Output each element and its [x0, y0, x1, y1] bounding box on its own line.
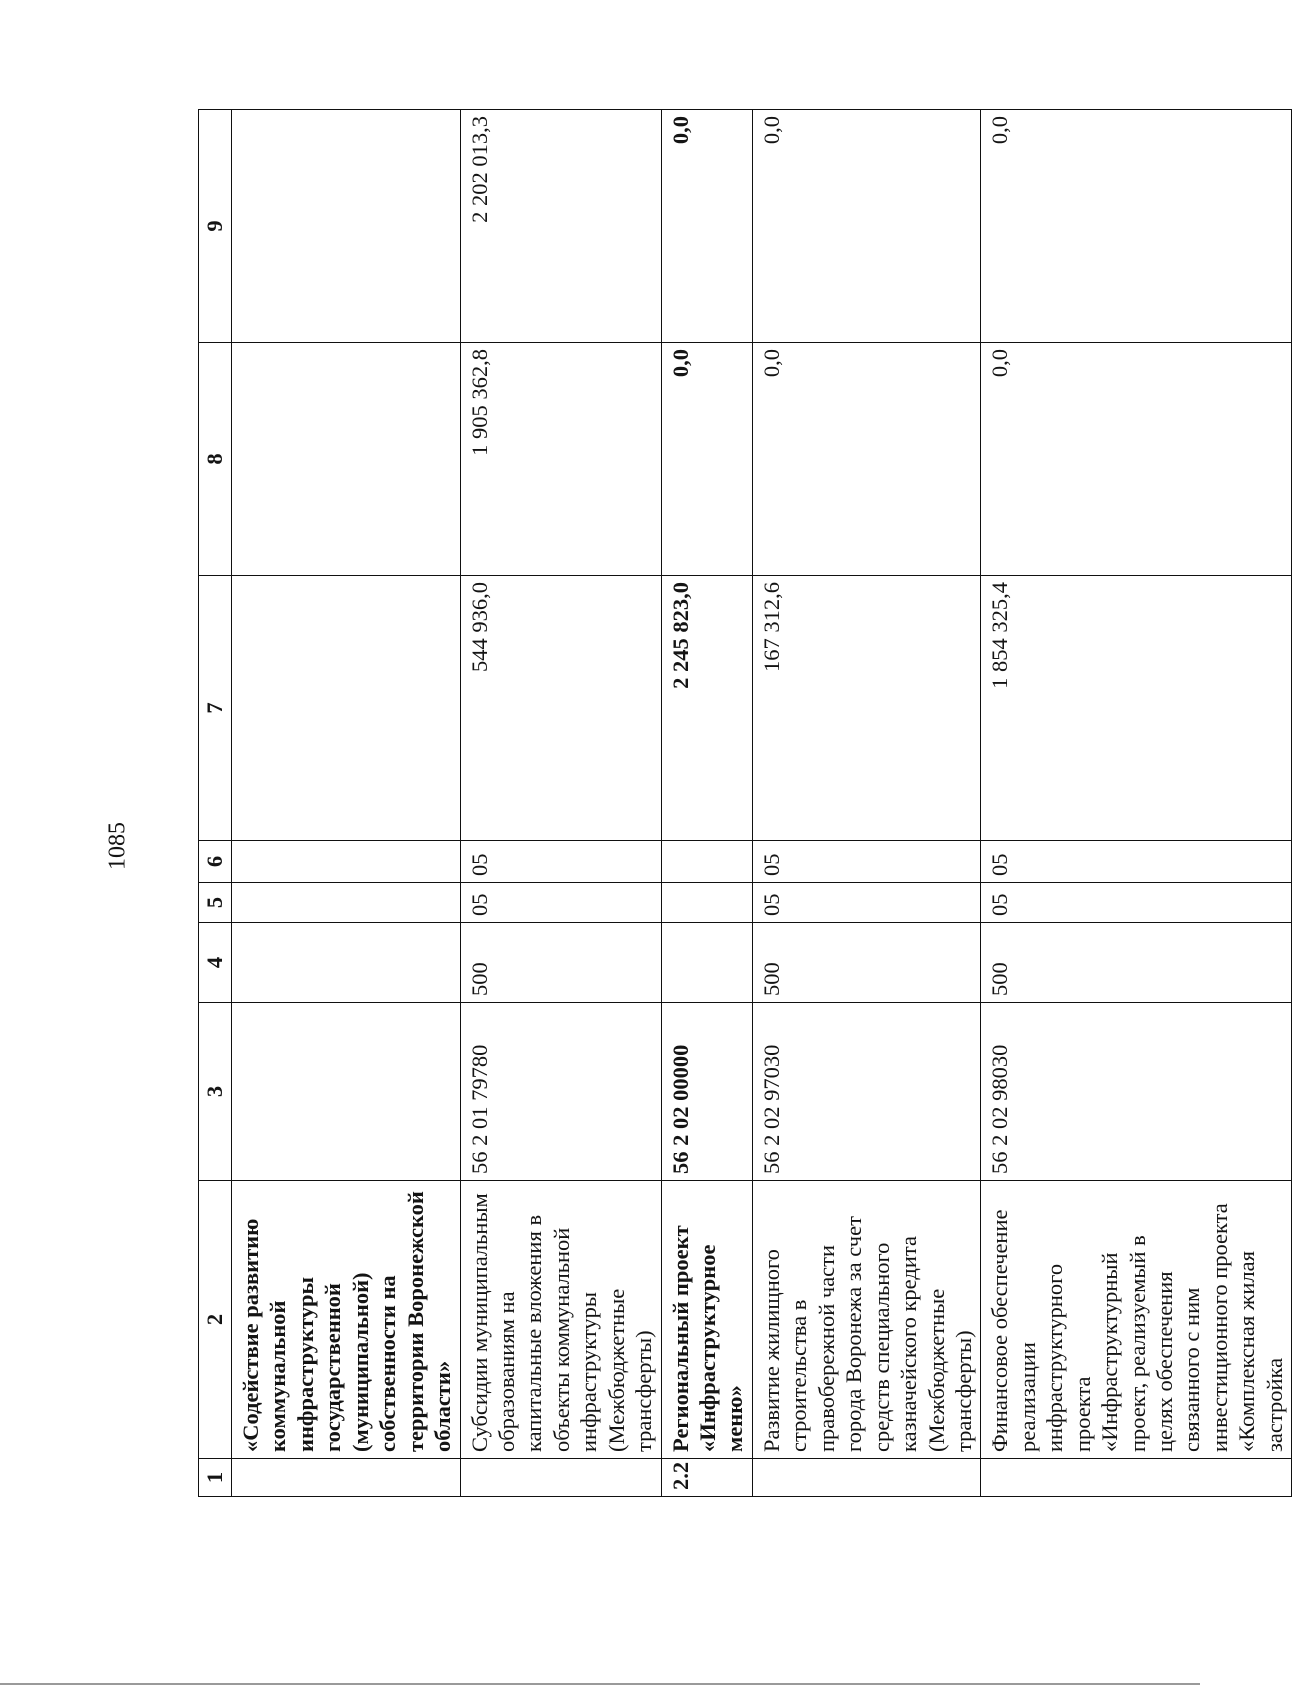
code-cell: 56 2 02 98030: [981, 1003, 1292, 1181]
page-number: 1085: [104, 822, 131, 870]
column-header: 5: [199, 883, 232, 923]
table-row: [981, 110, 1292, 1497]
column-header: 6: [199, 841, 232, 883]
rz-cell: [232, 883, 461, 923]
amount-cell-col8: 1 905 362,8: [460, 343, 661, 576]
column-header: 7: [199, 576, 232, 841]
pr-cell: 05: [460, 841, 661, 883]
pr-cell: 05: [752, 841, 981, 883]
table-row: [752, 110, 981, 1497]
amount-cell-col8: 0,0: [752, 343, 981, 576]
table-row: [460, 110, 661, 1497]
column-header: 4: [199, 923, 232, 1003]
amount-cell-col7: [232, 576, 461, 841]
column-header: 3: [199, 1003, 232, 1181]
amount-cell-col8: [232, 343, 461, 576]
amount-cell-col9: 0,0: [661, 110, 752, 343]
code-cell: [232, 1003, 461, 1181]
budget-table: [198, 109, 1292, 1497]
pr-cell: 05: [981, 841, 1292, 883]
amount-cell-col7: 167 312,6: [752, 576, 981, 841]
pr-cell: [661, 841, 752, 883]
vr-cell: [232, 923, 461, 1003]
row-number-cell: [981, 1459, 1292, 1497]
rz-cell: [661, 883, 752, 923]
amount-cell-col7: 2 245 823,0: [661, 576, 752, 841]
amount-cell-col9: 0,0: [981, 110, 1292, 343]
row-number-cell: [232, 1459, 461, 1497]
description-cell: Финансовое обеспечение реализации инфраструктурного проекта «Инфраструктурный проект, реализуемый в целях обеспечения связанного с ним инвестиционного проекта «Комплексная жилая застройка: [981, 1181, 1292, 1459]
rz-cell: 05: [981, 883, 1292, 923]
row-number-cell: 2.2: [661, 1459, 752, 1497]
code-cell: 56 2 02 97030: [752, 1003, 981, 1181]
description-cell: Субсидии муниципальным образованиям на капитальные вложения в объекты коммунальной инфраструктуры (Межбюджетные трансферты): [460, 1181, 661, 1459]
amount-cell-col9: [232, 110, 461, 343]
amount-cell-col7: 1 854 325,4: [981, 576, 1292, 841]
column-header: 2: [199, 1181, 232, 1459]
amount-cell-col8: 0,0: [661, 343, 752, 576]
amount-cell-col9: 0,0: [752, 110, 981, 343]
table-row: [232, 110, 461, 1497]
amount-cell-col7: 544 936,0: [460, 576, 661, 841]
column-header: 9: [199, 110, 232, 343]
row-number-cell: [460, 1459, 661, 1497]
rz-cell: 05: [460, 883, 661, 923]
rotated-table-container: [198, 110, 1287, 1497]
code-cell: 56 2 02 00000: [661, 1003, 752, 1181]
description-cell: Региональный проект «Инфраструктурное меню»: [661, 1181, 752, 1459]
table-row: [661, 110, 752, 1497]
vr-cell: 500: [752, 923, 981, 1003]
description-cell: «Содействие развитию коммунальной инфраструктуры государственной (муниципальной) собственности на территории Воронежской области»: [232, 1181, 461, 1459]
pr-cell: [232, 841, 461, 883]
vr-cell: 500: [981, 923, 1292, 1003]
column-header: 1: [199, 1459, 232, 1497]
amount-cell-col9: 2 202 013,3: [460, 110, 661, 343]
amount-cell-col8: 0,0: [981, 343, 1292, 576]
rz-cell: 05: [752, 883, 981, 923]
vr-cell: 500: [460, 923, 661, 1003]
header-row: [199, 110, 232, 1497]
description-cell: Развитие жилищного строительства в правобережной части города Воронежа за счет средств специального казначейского кредита (Межбюджетные трансферты): [752, 1181, 981, 1459]
row-number-cell: [752, 1459, 981, 1497]
vr-cell: [661, 923, 752, 1003]
code-cell: 56 2 01 79780: [460, 1003, 661, 1181]
column-header: 8: [199, 343, 232, 576]
scan-edge-line: [0, 1683, 1200, 1685]
